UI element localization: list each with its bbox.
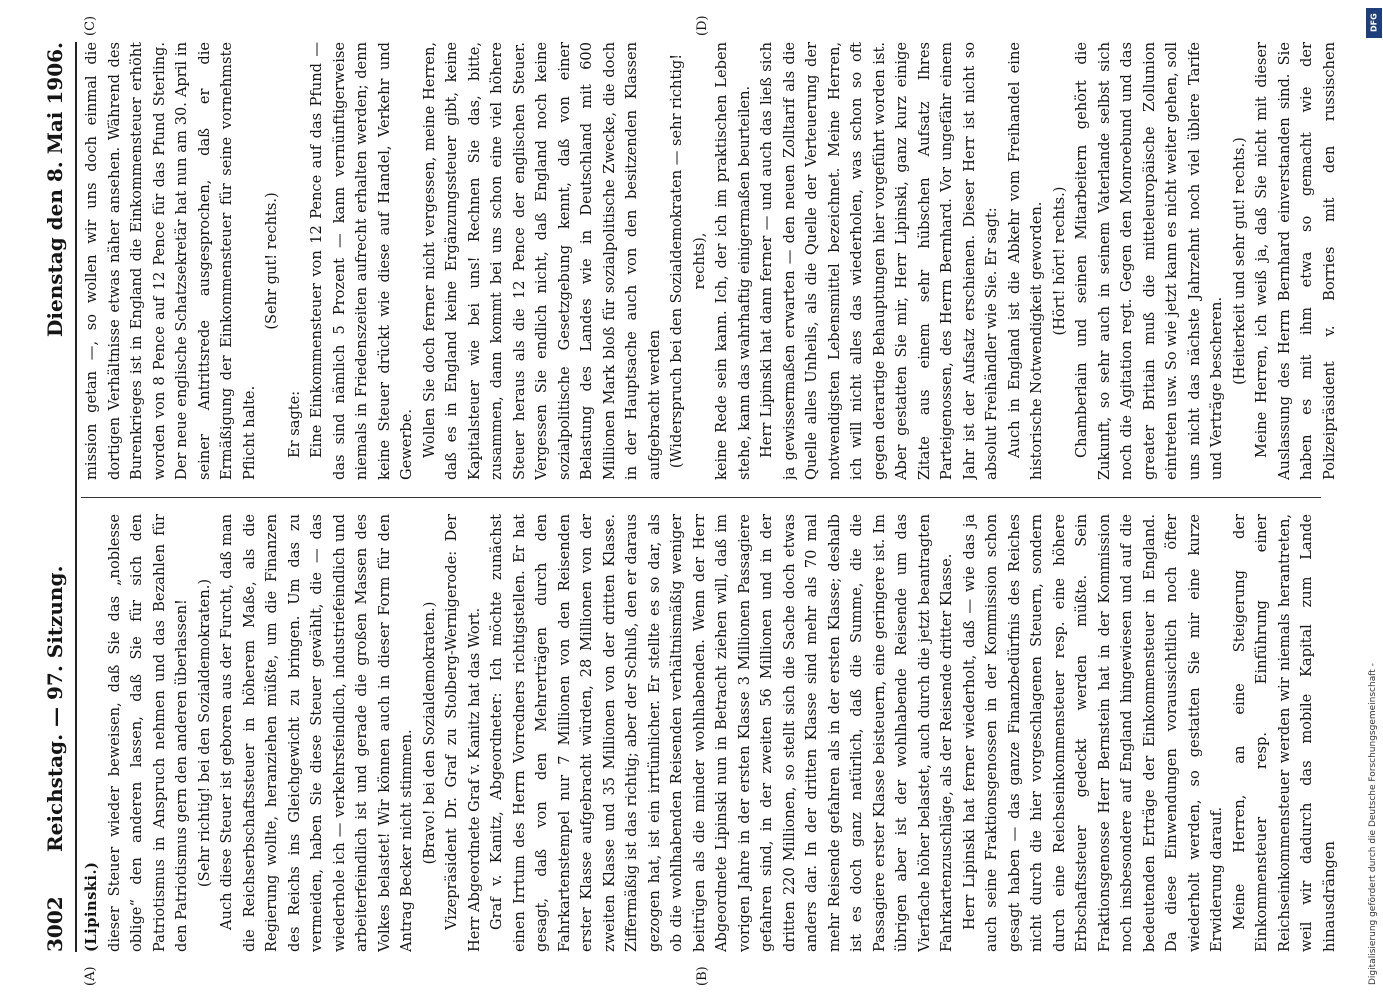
quotation: Auch in England ist die Abkehr vom Freihandel eine historische Notwendigkeit geworden.: [1005, 42, 1045, 480]
header-right-title: Dienstag den 8. Mai 1906.: [43, 42, 67, 337]
margin-marker-c: (C): [83, 15, 98, 36]
right-text-column: [81, 42, 1343, 480]
paragraph: Herr Lipinski hat ferner wiederholt, daß — wie das ja auch seine Fraktionsgenossen in der Kommission schon gesagt haben — das ganze Finanzbedürfnis des Reiches nicht durch die hier vorgeschlagenen Steuern, sondern durch eine Reichseinkommensteuer resp. eine höhere Erbschaftssteuer gedeckt werden müßte. Sein Fraktionsgenosse Herr Bernstein hat in der Kommission noch insbesondere auf England hingewiesen und auf die bedeutenden Erträge der Einkommensteuer in England. Da diese Einwendungen voraussichtlich noch öfter wiederholt werden, so gestatten Sie mir eine kurze Erwiderung darauf.: [960, 514, 1225, 952]
page-number: 3002: [43, 896, 67, 952]
quotation: Eine Einkommensteuer von 12 Pence auf das Pfund — das sind nämlich 5 Prozent — kann vernünftigerweise niemals in Friedenszeiten aufrecht erhalten werden; denn keine Steuer drückt wie diese auf Handel, Verkehr und Gewerbe.: [308, 42, 415, 480]
paragraph: mission getan —, so wollen wir uns doch einmal die dortigen Verhältnisse etwas näher ansehen. Während des Burenkrieges ist in England die Einkommensteuer erhöht worden von 8 Pence auf 12 Pence für das Pfund Sterling. Der neue englische Schatzsekretär hat nun am 30. April in seiner Antrittsrede ausgesprochen, daß er die Ermäßigung der Einkommensteuer für seine vornehmste Pflicht halte.: [83, 42, 258, 480]
column-divider: [81, 497, 1321, 498]
interjection: (Sehr gut! rechts.): [263, 192, 280, 330]
interjection: (Widerspruch bei den Sozialdemokraten — sehr richtig! rechts),: [668, 53, 708, 469]
left-text-column: [81, 514, 1343, 952]
margin-marker-d: (D): [695, 15, 710, 36]
interjection: (Hört! hört! rechts.): [1050, 186, 1068, 336]
speaker-tag: (Lipinski.): [83, 861, 100, 952]
interjection: (Heiterkeit und sehr gut! rechts.): [1230, 137, 1248, 385]
paragraph: Wollen Sie doch ferner nicht vergessen, meine Herren, daß es in England keine Ergänzungssteuer gibt, keine Kapitalsteuer wie bei uns! Rechnen Sie das, bitte, zusammen, dann kommt bei uns schon eine viel höhere Steuer heraus als die 12 Pence der englischen Steuer. Vergessen Sie endlich nicht, daß England noch keine sozialpolitische Gesetzgebung kennt, daß von einer Belastung des Landes wie in Deutschland mit 600 Millionen Mark bloß für sozialpolitische Zwecke, die doch in der Hauptsache auch von den besitzenden Klassen aufgebracht werden: [420, 42, 663, 480]
dfg-logo: DFG: [1366, 8, 1382, 38]
paragraph: Er sagte:: [285, 390, 303, 458]
paragraph: Meine Herren, ich weiß ja, daß Sie nicht mit dieser Auslassung des Herrn Bernhard einverstanden sind. Sie haben es mit ihm etwa so gemacht wie der Polizeipräsident v. Borries mit den russischen: [1253, 42, 1338, 480]
interjection: (Bravo! bei den Sozialdemokraten.): [420, 601, 438, 865]
paragraph: Vizepräsident Dr. Graf zu Stolberg-Wernigerode: Der Herr Abgeordnete Graf v. Kanitz hat das Wort.: [443, 514, 483, 952]
rotated-newspaper-sheet: [35, 15, 1343, 986]
paragraph: dieser Steuer wieder beweisen, daß Sie das „noblesse oblige“ den anderen lassen, daß Sie für sich den Patriotismus in Anspruch nehmen und das Bezahlen für den Patriotismus gern den anderen überlassen!: [105, 514, 190, 952]
page-header: [35, 42, 77, 952]
paragraph: keine Rede sein kann. Ich, der ich im praktischen Leben stehe, kann das wahrhaftig einigermaßen beurteilen.: [713, 42, 753, 480]
paragraph: Auch diese Steuer ist geboren aus der Furcht, daß man die Reichserbschaftssteuer in höherem Maße, als die Regierung wollte, heranziehen müßte, um die Finanzen des Reichs ins Gleichgewicht zu bringen. Um das zu vermeiden, haben Sie diese Steuer gewählt, die — das wiederhole ich — verkehrsfeindlich, industriefeindlich und arbeiterfeindlich ist und gerade die großen Massen des Volkes belastet! Wir können auch in dieser Form für den Antrag Becker nicht stimmen.: [218, 514, 415, 952]
margin-marker-a: (A): [83, 966, 98, 986]
quotation: Chamberlain und seinen Mitarbeitern gehört die Zukunft, so sehr auch in seinem Vaterlande selbst sich noch die Agitation regt. Gegen den Monroebund und das greater Britain muß die mitteleuropäische Zollunion eintreten usw. So wie jetzt kann es nicht weiter gehen, soll uns nicht das nächste Jahrzehnt noch viel üblere Tarife und Verträge bescheren.: [1073, 42, 1225, 480]
margin-marker-b: (B): [695, 966, 710, 986]
header-left-title: Reichstag. — 97. Sitzung.: [43, 565, 67, 852]
interjection: (Sehr richtig! bei den Sozialdemokraten.): [195, 578, 213, 888]
paragraph: Herr Lipinski hat dann ferner — und auch das ließ sich ja gewissermaßen erwarten — den neuen Zolltarif als die Quelle alles Unheils, als die Quelle der Verteuerung der notwendigsten Lebensmittel bezeichnet. Meine Herren, ich will nicht alles das wiederholen, was schon so oft gegen derartige Behauptungen hier vorgeführt worden ist. Aber gestatten Sie mir, Herr Lipinski, ganz kurz einige Zitate aus einem sehr hübschen Aufsatz Ihres Parteigenossen, des Herrn Bernhard. Vor ungefähr einem Jahr ist der Aufsatz erschienen. Dieser Herr ist nicht so absolut Freihändler wie Sie. Er sagt:: [758, 42, 1000, 480]
paragraph: Graf v. Kanitz, Abgeordneter: Ich möchte zunächst einen Irrtum des Herrn Vorredners richtigstellen. Er hat gesagt, daß von den Mehrerträgen durch den Fahrkartenstempel nur 7 Millionen von den Reisenden erster Klasse aufgebracht würden, 28 Millionen von der zweiten Klasse und 35 Millionen von der dritten Klasse. Ziffermäßig ist das richtig; aber der Schluß, den er daraus gezogen hat, ist ein irrtümlicher. Er stellte es so dar, als ob die wohlhabenden Reisenden verhältnismäßig weniger beitrügen als die minder wohlhabenden. Wenn der Herr Abgeordnete Lipinski nun in Betracht ziehen will, daß im vorigen Jahre in der ersten Klasse 3 Millionen Passagiere gefahren sind, in der zweiten 56 Millionen und in der dritten 220 Millionen, so stellt sich die Sache doch etwas anders dar. In der dritten Klasse sind mehr als 70 mal mehr Reisende gefahren als in der ersten Klasse; deshalb ist es doch ganz natürlich, daß die Summe, die die Passagiere erster Klasse beisteuern, eine geringere ist. Im übrigen aber ist der wohlhabende Reisende um das Vierfache höher belastet, auch durch die jetzt beantragten Fahrkartenzuschläge, als der Reisende dritter Klasse.: [488, 514, 955, 952]
interjection: [1341, 514, 1343, 952]
digitization-notice: Digitalisierung gefördert durch die Deutsche Forschungsgemeinschaft -: [1368, 663, 1378, 985]
paragraph: Meine Herren, an eine Steigerung der Einkommensteuer resp. Einführung einer Reichseinkommensteuer werden wir niemals herantreten, weil wir dadurch das mobile Kapital zum Lande hinausdrängen: [1230, 514, 1338, 952]
